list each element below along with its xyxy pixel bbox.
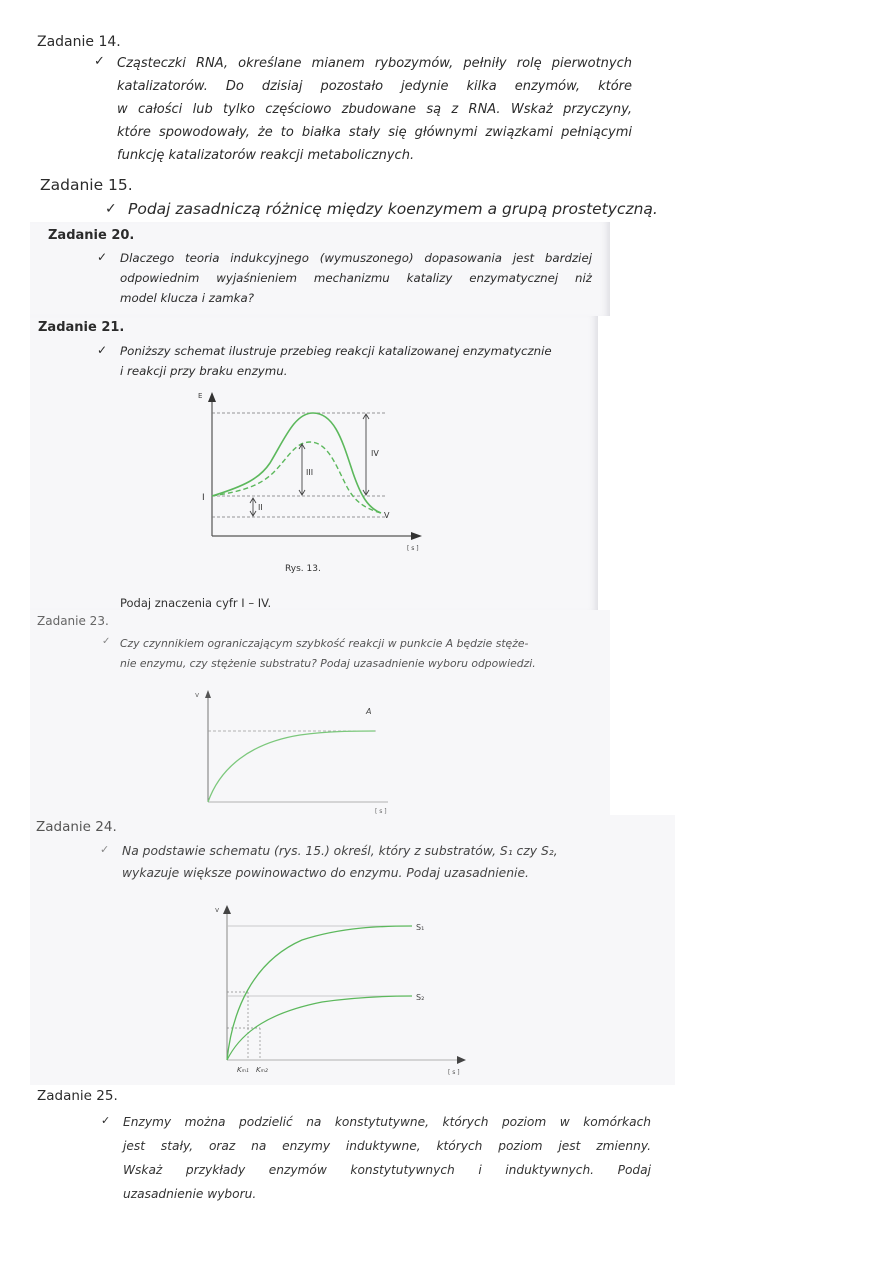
label-V: V [384,511,390,520]
task-23-question [120,634,600,674]
text-line: Enzymy można podzielić na konstytutywne, których poziom w komórkach [123,1115,651,1129]
task-14-question [117,52,632,167]
label-II: II [258,503,263,512]
velocity-saturation-figure [190,688,390,816]
task-15-question [128,198,668,220]
text-line: w całości lub tylko częściowo zbudowane są z RNA. Wskaż przyczyny, [117,102,632,117]
curve-s1 [227,926,412,1060]
michaelis-menten-figure [212,902,474,1082]
task-20-question [120,248,592,308]
task-25-question [123,1110,651,1206]
task-25-heading: Zadanie 25. [37,1088,118,1104]
text-line: Wskaż przykłady enzymów konstytutywnych i induktywnych. Podaj [123,1163,651,1177]
x-axis-arrow-icon [457,1056,466,1064]
text-line: uzasadnienie wyboru. [123,1187,257,1201]
text-line: Dlaczego teoria indukcyjnego (wymuszonego) dopasowania jest bardziej [120,251,592,265]
text-line: nie enzymu, czy stężenie substratu? Podaj uzasadnienie wyboru odpowiedzi. [120,657,536,670]
task-15-heading: Zadanie 15. [40,176,133,194]
task-24-question [122,840,662,884]
point-A-label: A [366,707,372,716]
y-axis-arrow-icon [223,905,231,914]
text-line: katalizatorów. Do dzisiaj pozostało jedynie kilka enzymów, które [117,79,632,94]
text-line: i reakcji przy braku enzymu. [120,364,288,378]
series-label-s1: S₁ [416,923,425,932]
label-III: III [306,468,314,477]
check-icon: ✓ [94,54,105,69]
text-line: które spowodowały, że to białka stały się głównymi związkami pełniącymi [117,125,632,140]
text-line: wykazuje większe powinowactwo do enzymu. Podaj uzasadnienie. [122,866,529,880]
text-line: model klucza i zamka? [120,291,254,305]
energy-diagram-figure [185,388,425,583]
check-icon: ✓ [97,343,108,357]
check-icon: ✓ [97,250,108,264]
text-line: jest stały, oraz na enzymy induktywne, których poziom jest zmienny. [123,1139,651,1153]
text-line: odpowiednim wyjaśnieniem mechanizmu katalizy enzymatycznej niż [120,271,592,285]
check-icon: ✓ [105,201,117,217]
y-axis-arrow-icon [205,690,211,698]
curve-s2 [227,996,412,1060]
x-axis-label: [ s ] [407,545,419,552]
y-axis-label: v [195,691,200,699]
figure-caption: Rys. 13. [285,564,321,574]
saturation-curve [208,731,375,802]
task-14-heading: Zadanie 14. [37,34,121,50]
label-IV: IV [371,449,379,458]
series-label-s2: S₂ [416,993,425,1002]
text-line: Podaj zasadniczą różnicę między koenzymem a grupą prostetyczną. [128,200,658,218]
catalyzed-curve [212,442,381,513]
km2-label: Kₘ₂ [256,1066,268,1074]
task-24-heading: Zadanie 24. [36,819,117,835]
text-line: Czy czynnikiem ograniczającym szybkość reakcji w punkcie A będzie stęże- [120,637,529,650]
y-axis-label: E [198,392,203,400]
task-21-question [120,341,600,381]
check-icon: ✓ [101,1114,111,1127]
text-line: Na podstawie schematu (rys. 15.) określ, który z substratów, S₁ czy S₂, [122,844,558,858]
y-axis-label: v [215,906,220,914]
x-axis-arrow-icon [411,532,422,540]
text-line: funkcję katalizatorów reakcji metabolicznych. [117,148,415,163]
uncatalyzed-curve [212,413,381,513]
x-axis-label: [ s ] [448,1069,460,1076]
task-21-heading: Zadanie 21. [38,320,125,335]
check-icon: ✓ [102,636,111,647]
x-axis-label: [ s ] [375,808,387,815]
text-line: Poniższy schemat ilustruje przebieg reakcji katalizowanej enzymatycznie [120,344,552,358]
task-23-heading: Zadanie 23. [37,614,109,628]
y-axis-arrow-icon [208,392,216,402]
km1-label: Kₘ₁ [237,1066,249,1074]
check-icon: ✓ [100,843,110,856]
text-line: Cząsteczki RNA, określane mianem rybozymów, pełniły rolę pierwotnych [117,56,632,71]
label-I: I [202,493,205,503]
task-20-heading: Zadanie 20. [48,228,135,243]
task-21-followup: Podaj znaczenia cyfr I – IV. [120,596,272,610]
